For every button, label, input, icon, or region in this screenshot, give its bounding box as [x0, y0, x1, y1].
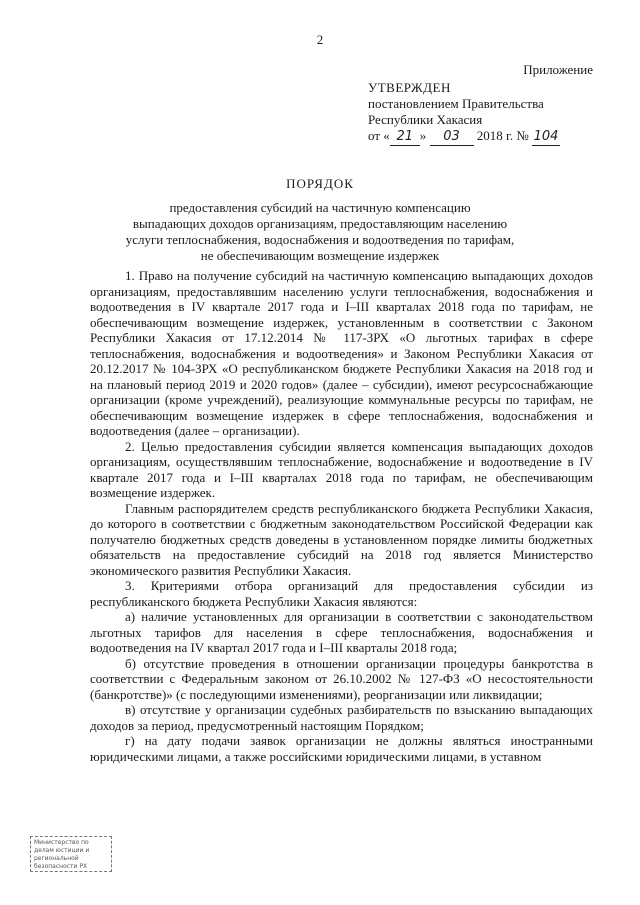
document-subtitle: предоставления субсидий на частичную компенсацию выпадающих доходов организациям, предоставляющим населению услуги теплоснабжения, водоснабжения и водоотведения по тарифам, не обеспечивающим возмещение издержек — [125, 200, 515, 263]
criterion-a: а) наличие установленных для организации в соответствии с законодательством льготных тарифов для населения в сфере теплоснабжения, водоснабжения и водоотведения на IV квартал 2017 года и I–III кварталы 2018 года; — [90, 609, 593, 655]
document-title: ПОРЯДОК — [286, 176, 354, 191]
criterion-g: г) на дату подачи заявок организации не должны являться иностранными юридическими лицами, а также российскими юридическими лицами, в уставном — [90, 733, 593, 764]
decree-year: 2018 г. № — [476, 128, 529, 143]
decree-number: 104 — [533, 129, 559, 144]
document-body — [90, 268, 593, 764]
paragraph-3: Главным распорядителем средств республиканского бюджета Республики Хакасия, до которого в соответствии с бюджетным законодательством Российской Федерации как получателю бюджетных средств доведены в установленном порядке лимиты бюджетных обязательств на предоставление субсидий на 2018 год является Министерство экономического развития Республики Хакасия. — [90, 500, 593, 578]
paragraph-1: 1. Право на получение субсидий на частичную компенсацию выпадающих доходов организациям, предоставлявшим населению услуги теплоснабжения, водоснабжения и водоотведения в IV квартале 2017 года и I–III кварталах 2018 года по тарифам, не обеспечивающим возмещение издержек, установленным в соответствии с Законом Республики Хакасия от 17.12.2014 № 117-ЗРХ «О льготных тарифах в сфере теплоснабжения, водоснабжения и водоотведения» и Законом Республики Хакасия от 20.12.2017 № 104-ЗРХ «О республиканском бюджете Республики Хакасия на 2018 год и на плановый период 2019 и 2020 годов» (далее – субсидии), имеют ресурсоснабжающие организации (кроме учреждений), реализующие коммунальные ресурсы по тарифам, не обеспечивающим возмещение издержек в сфере теплоснабжения, водоснабжения и водоотведения (далее – организации). — [90, 268, 593, 438]
decree-sep: » — [419, 128, 427, 143]
decree-prefix: от « — [368, 128, 390, 143]
decree-line — [368, 128, 560, 146]
decree-day: 21 — [390, 129, 420, 146]
approval-block — [368, 80, 560, 146]
criterion-v: в) отсутствие у организации судебных разбирательств по взысканию выпадающих доходов за период, предусмотренный настоящим Порядком; — [90, 702, 593, 733]
title-block — [0, 176, 640, 264]
paragraph-2: 2. Целью предоставления субсидии является компенсация выпадающих доходов организациям, осуществлявшим теплоснабжение, водоснабжение и водоотведение в IV квартале 2017 года и I–III кварталах 2018 года по тарифам, не обеспечивающим возмещение издержек. — [90, 438, 593, 500]
page-number: 2 — [316, 32, 324, 47]
registration-stamp: Министерство по делам юстиции и региональной безопасности РХ — [30, 836, 112, 872]
decree-month: 03 — [430, 129, 474, 146]
approval-line-2: Республики Хакасия — [368, 112, 483, 127]
approval-heading: УТВЕРЖДЕН — [368, 80, 451, 95]
appendix-label: Приложение — [523, 62, 593, 77]
paragraph-4: 3. Критериями отбора организаций для предоставления субсидии из республиканского бюджета Республики Хакасия являются: — [90, 578, 593, 609]
criterion-b: б) отсутствие проведения в отношении организации процедуры банкротства в соответствии с Федеральным законом от 26.10.2002 № 127-ФЗ «О несостоятельности (банкротстве)» (с последующими изменениями), реорганизации или ликвидации; — [90, 655, 593, 702]
approval-line-1: постановлением Правительства — [368, 96, 544, 111]
